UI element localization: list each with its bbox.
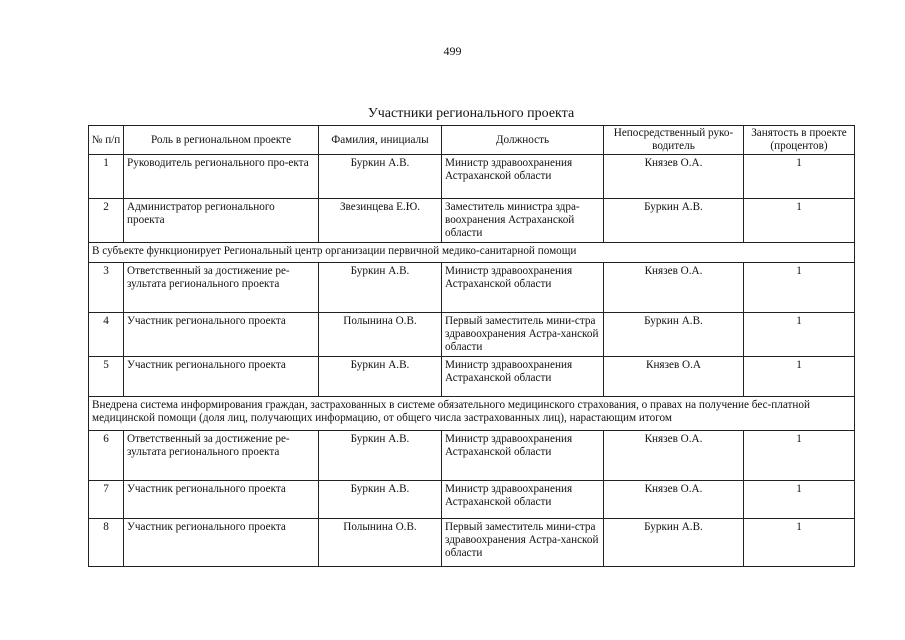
cell-manager: Князев О.А. [604, 431, 744, 481]
cell-num: 5 [89, 357, 124, 397]
table-row [89, 519, 855, 567]
section-text: В субъекте функционирует Региональный центр организации первичной медико-санитарной помощи [89, 243, 855, 263]
header-position: Должность [442, 126, 604, 155]
cell-position: Министр здравоохранения Астраханской области [442, 431, 604, 481]
section-row [89, 397, 855, 431]
cell-load: 1 [744, 313, 855, 357]
cell-manager: Князев О.А. [604, 481, 744, 519]
cell-role: Ответственный за достижение ре-зультата регионального проекта [124, 263, 319, 313]
cell-position: Министр здравоохранения Астраханской области [442, 263, 604, 313]
cell-role: Участник регионального проекта [124, 313, 319, 357]
cell-load: 1 [744, 155, 855, 199]
cell-position: Министр здравоохранения Астраханской области [442, 155, 604, 199]
cell-load: 1 [744, 519, 855, 567]
cell-name: Буркин А.В. [319, 481, 442, 519]
header-role: Роль в региональном проекте [124, 126, 319, 155]
table-header-row [89, 126, 855, 155]
page-number: 499 [443, 44, 462, 58]
cell-load: 1 [744, 481, 855, 519]
cell-manager: Князев О.А. [604, 155, 744, 199]
cell-num: 2 [89, 199, 124, 243]
table-row [89, 263, 855, 313]
cell-manager: Князев О.А. [604, 263, 744, 313]
cell-load: 1 [744, 431, 855, 481]
cell-name: Полынина О.В. [319, 313, 442, 357]
cell-position: Первый заместитель мини-стра здравоохранения Астра-ханской области [442, 519, 604, 567]
cell-position: Министр здравоохранения Астраханской области [442, 357, 604, 397]
cell-num: 1 [89, 155, 124, 199]
table-row [89, 313, 855, 357]
cell-manager: Буркин А.В. [604, 519, 744, 567]
cell-name: Буркин А.В. [319, 357, 442, 397]
cell-role: Участник регионального проекта [124, 481, 319, 519]
table-row [89, 155, 855, 199]
table-row [89, 481, 855, 519]
cell-role: Администратор регионального проекта [124, 199, 319, 243]
cell-name: Буркин А.В. [319, 431, 442, 481]
header-name: Фамилия, инициалы [319, 126, 442, 155]
cell-manager: Князев О.А [604, 357, 744, 397]
table-title: Участники регионального проекта [367, 106, 575, 121]
cell-role: Участник регионального проекта [124, 357, 319, 397]
header-num: № п/п [89, 126, 124, 155]
cell-num: 7 [89, 481, 124, 519]
table-row [89, 199, 855, 243]
table-row [89, 431, 855, 481]
cell-num: 8 [89, 519, 124, 567]
cell-num: 4 [89, 313, 124, 357]
participants-table [88, 125, 855, 567]
cell-position: Министр здравоохранения Астраханской области [442, 481, 604, 519]
cell-role: Ответственный за достижение ре-зультата регионального проекта [124, 431, 319, 481]
header-manager: Непосредственный руко-водитель [604, 126, 744, 155]
cell-name: Полынина О.В. [319, 519, 442, 567]
cell-name: Буркин А.В. [319, 155, 442, 199]
cell-load: 1 [744, 263, 855, 313]
cell-position: Первый заместитель мини-стра здравоохранения Астра-ханской области [442, 313, 604, 357]
cell-role: Руководитель регионального про-екта [124, 155, 319, 199]
cell-load: 1 [744, 357, 855, 397]
header-load: Занятость в проекте (процентов) [744, 126, 855, 155]
cell-load: 1 [744, 199, 855, 243]
cell-num: 6 [89, 431, 124, 481]
cell-name: Буркин А.В. [319, 263, 442, 313]
cell-name: Звезинцева Е.Ю. [319, 199, 442, 243]
table-row [89, 357, 855, 397]
cell-role: Участник регионального проекта [124, 519, 319, 567]
table-body [89, 155, 855, 567]
section-row [89, 243, 855, 263]
section-text: Внедрена система информирования граждан, застрахованных в системе обязательного медицинского страхования, о правах на получение бес-платной медицинской помощи (доля лиц, получающих информацию, от общего числа застрахованных лиц), нарастающим итогом [89, 397, 855, 431]
cell-num: 3 [89, 263, 124, 313]
cell-manager: Буркин А.В. [604, 199, 744, 243]
cell-position: Заместитель министра здра-воохранения Астраханской области [442, 199, 604, 243]
cell-manager: Буркин А.В. [604, 313, 744, 357]
